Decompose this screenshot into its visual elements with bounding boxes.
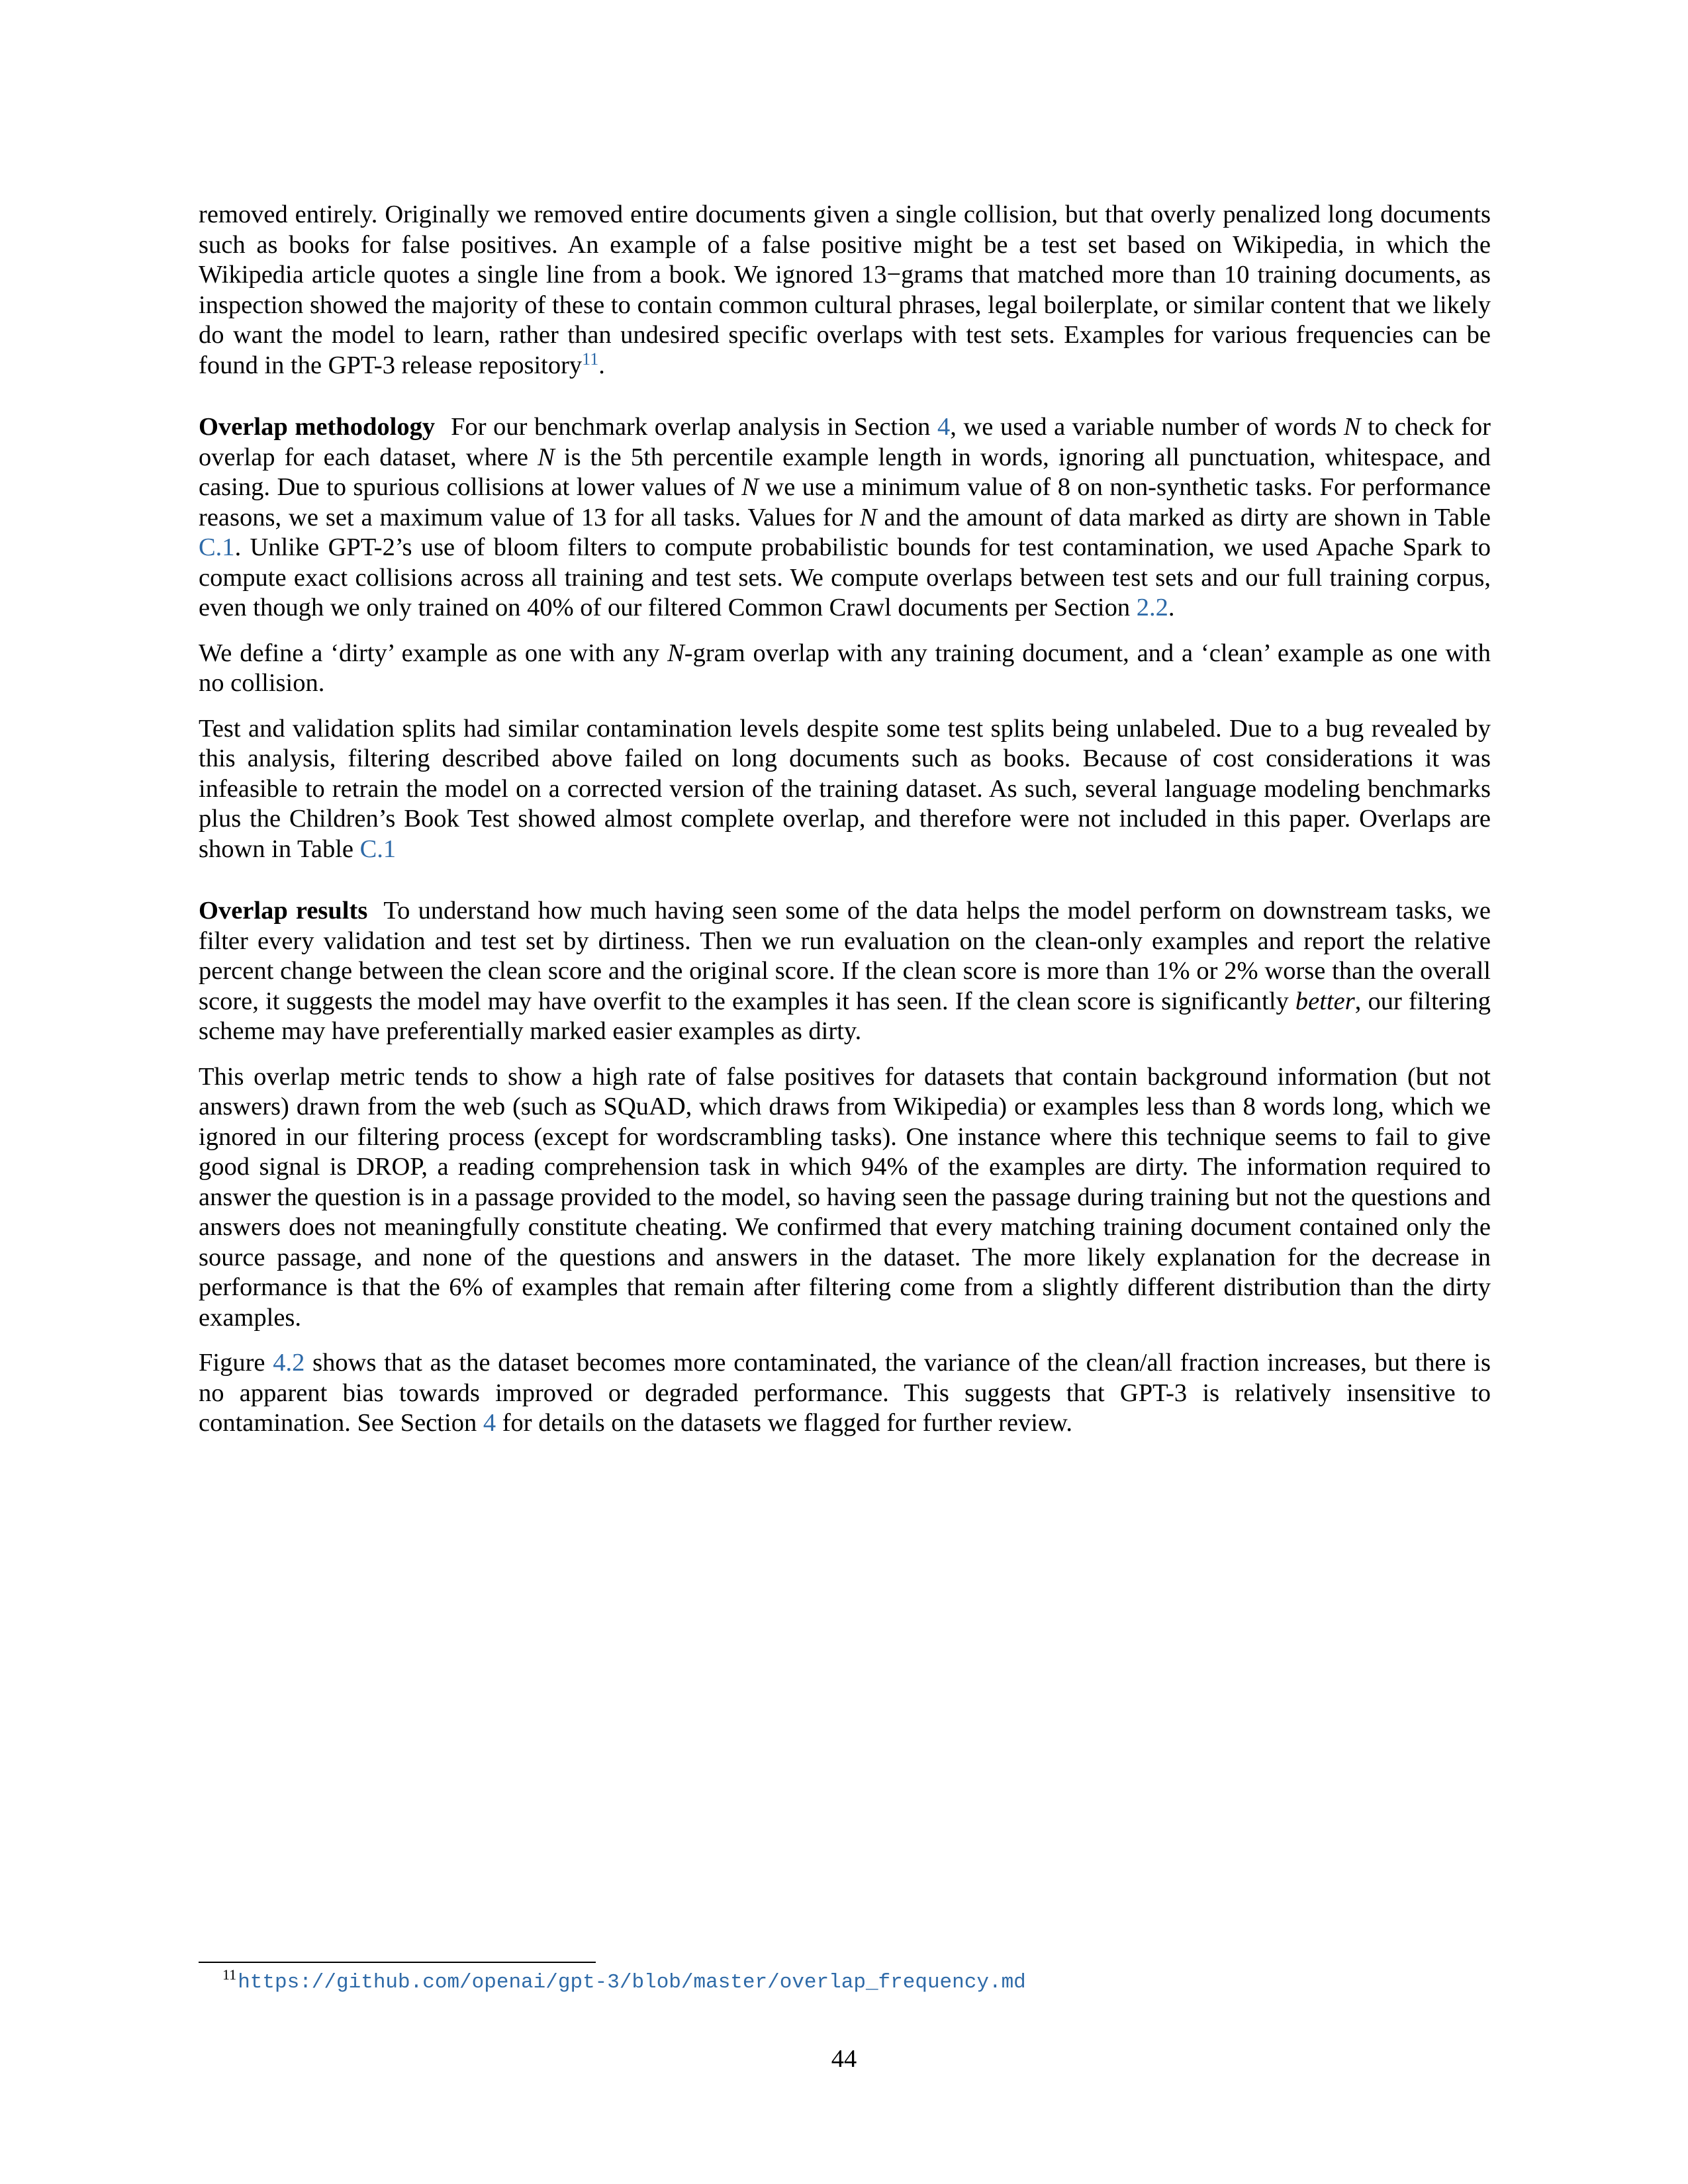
paragraph-false-positives: This overlap metric tends to show a high rate of false positives for datasets that contain background information (but not answers) drawn from the web (such as SQuAD, which draws from Wikipedia) or examples less than 8 words long, which we ignored in our filtering process (except for wordscrambling tasks). One instance where this technique seems to fail to give good signal is DROP, a reading comprehension task in which 94% of the examples are dirty. The information required to answer the question is in a passage provided to the model, so having seen the passage during training but not the questions and answers does not meaningfully constitute cheating. We confirmed that every matching training document contained only the source passage, and none of the questions and answers in the dataset. The more likely explanation for the decrease in performance is that the 6% of examples that remain after filtering come from a slightly different distribution than the dirty examples. xyxy=(199,1062,1491,1332)
footnote-number: 11 xyxy=(222,1966,237,1983)
footnote-url-link[interactable]: https://github.com/openai/gpt-3/blob/master/overlap_frequency.md xyxy=(238,1971,1026,1994)
ref-table-c1[interactable]: C.1 xyxy=(359,835,397,863)
ref-section-4[interactable]: 4 xyxy=(937,413,951,441)
ref-section-2-2[interactable]: 2.2 xyxy=(1136,594,1168,621)
paragraph-figure-discussion: Figure 4.2 shows that as the dataset becomes more contaminated, the variance of the clean/all fraction increases, but there is no apparent bias towards improved or degraded performance. This suggests that GPT-3 is relatively insensitive to contamination. See Section 4 for details on the datasets we flagged for further review. xyxy=(199,1349,1491,1437)
ref-figure-4-2[interactable]: 4.2 xyxy=(273,1349,305,1377)
paragraph-overlap-results: Overlap results To understand how much having seen some of the data helps the model perform on downstream tasks, we filter every validation and test set by dirtiness. Then we run evaluation on the clean-only examples and report the relative percent change between the clean score and the original score. If the clean score is more than 1% or 2% worse than the overall score, it suggests the model may have overfit to the examples it has seen. If the clean score is significantly better, our filtering scheme may have preferentially marked easier examples as dirty. xyxy=(199,897,1491,1045)
paragraph-contamination-levels: Test and validation splits had similar contamination levels despite some test splits being unlabeled. Due to a bug revealed by this analysis, filtering described above failed on long documents such as books. Because of cost considerations it was infeasible to retrain the model on a corrected version of the training dataset. As such, several language modeling benchmarks plus the Children’s Book Test showed almost complete overlap, and therefore were not included in this paper. Overlaps are shown in Table C.1 xyxy=(199,714,1491,863)
paragraph-dirty-definition: We define a ‘dirty’ example as one with any N-gram overlap with any training document, and a ‘clean’ example as one with no collision. xyxy=(199,639,1491,697)
math-var-n: N xyxy=(741,473,759,501)
footnote-11 xyxy=(222,1967,1026,1996)
heading-overlap-results: Overlap results xyxy=(199,897,368,925)
ref-section-4[interactable]: 4 xyxy=(483,1409,496,1437)
heading-overlap-methodology: Overlap methodology xyxy=(199,413,436,441)
page-body xyxy=(199,200,1491,1439)
math-var-n: N xyxy=(667,639,684,667)
ref-table-c1[interactable]: C.1 xyxy=(199,533,235,561)
footnote-divider xyxy=(199,1962,596,1963)
footnote-ref-11[interactable]: 11 xyxy=(582,349,599,369)
math-var-n: N xyxy=(1343,413,1361,441)
paragraph-overlap-methodology: Overlap methodology For our benchmark overlap analysis in Section 4, we used a variable number of words N to check for overlap for each dataset, where N is the 5th percentile example length in words, ignoring all punctuation, whitespace, and casing. Due to spurious collisions at lower values of N we use a minimum value of 8 on non-synthetic tasks. For performance reasons, we set a maximum value of 13 for all tasks. Values for N and the amount of data marked as dirty are shown in Table C.1. Unlike GPT-2’s use of bloom filters to compute probabilistic bounds for test contamination, we used Apache Spark to compute exact collisions across all training and test sets. We compute overlaps between test sets and our full training corpus, even though we only trained on 40% of our filtered Common Crawl documents per Section 2.2. xyxy=(199,413,1491,621)
math-var-n: N xyxy=(538,443,555,471)
page-number: 44 xyxy=(831,2045,857,2073)
paragraph-intro: removed entirely. Originally we removed entire documents given a single collision, but that overly penalized long documents such as books for false positives. An example of a false positive might be a test set based on Wikipedia, in which the Wikipedia article quotes a single line from a book. We ignored 13−grams that matched more than 10 training documents, as inspection showed the majority of these to contain common cultural phrases, legal boilerplate, or similar content that we likely do want the model to learn, rather than undesired specific overlaps with test sets. Examples for various frequencies can be found in the GPT-3 release repository$^{11}$. xyxy=(199,201,1491,379)
emphasis-better: better xyxy=(1295,987,1355,1015)
paragraph-intro-text: removed entirely. Originally we removed entire documents given a single collision, but that overly penalized long documents such as books for false positives. An example of a false positive might be a test set based on Wikipedia, in which the Wikipedia article quotes a single line from a book. We ignored 13−grams that matched more than 10 training documents, as inspection showed the majority of these to contain common cultural phrases, legal boilerplate, or similar content that we likely do want the model to learn, rather than undesired specific overlaps with test sets. Examples for various frequencies can be found in the GPT-3 release repository xyxy=(199,201,1491,379)
math-var-n: N xyxy=(859,503,877,531)
